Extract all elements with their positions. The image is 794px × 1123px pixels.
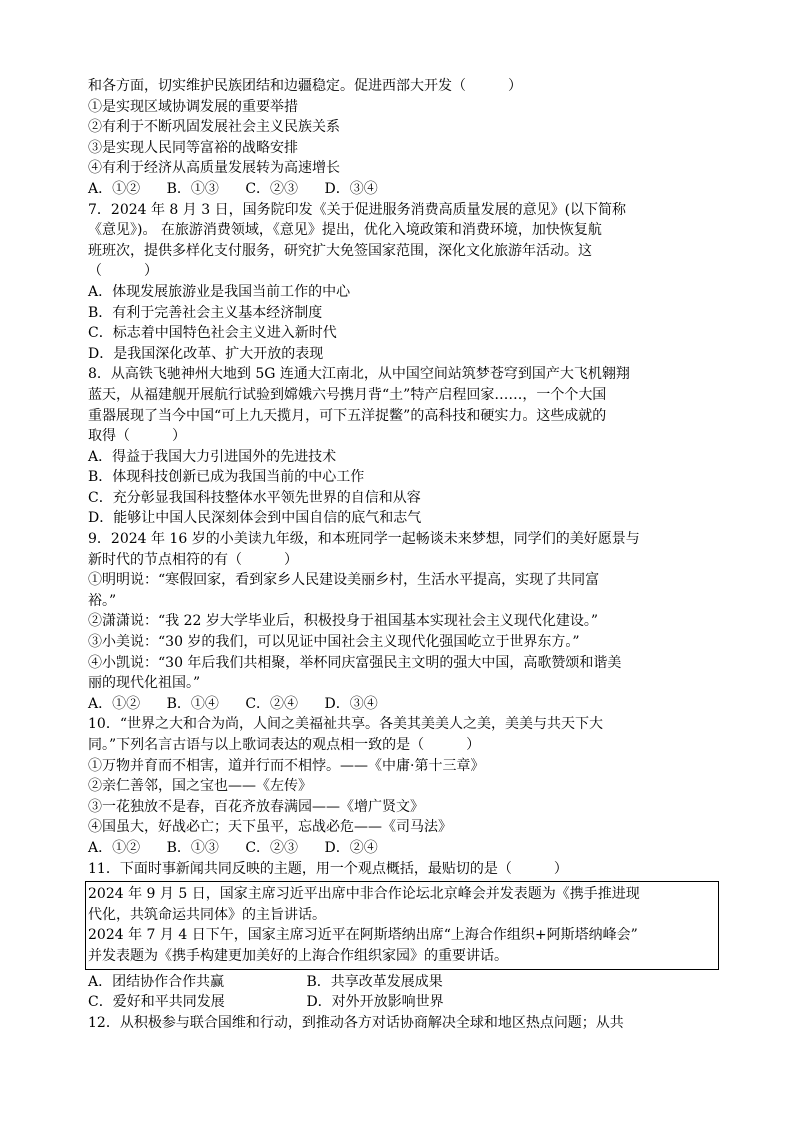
- question-7-option-c: C．标志着中国特色社会主义进入新时代: [88, 325, 337, 342]
- news-box-line-2: 代化，共筑命运共同体》的主旨讲话。: [88, 906, 326, 923]
- question-10-option-a: A．①②: [88, 839, 141, 856]
- question-8-option-b: B．体现科技创新已成为我国当前的中心工作: [88, 469, 365, 486]
- news-box-line-4: 并发表题为《携手构建更加美好的上海合作组织家园》的重要讲话。: [88, 947, 508, 964]
- question-9-item-line-3: ②潇潇说：“我 22 岁大学毕业后，积极投身于祖国基本实现社会主义现代化建设。”: [88, 613, 599, 630]
- question-9-item-line-6: 丽的现代化祖国。”: [88, 675, 201, 692]
- question-8-stem-line-3: 重器展现了当今中国“可上九天揽月，可下五洋捉鳖”的高科技和硬实力。这些成就的: [88, 407, 607, 424]
- question-8-option-a: A．得益于我国大力引进国外的先进技术: [88, 448, 337, 465]
- question-11-option-c: C．爱好和平共同发展: [88, 994, 225, 1011]
- question-7-option-a: A．体现发展旅游业是我国当前工作的中心: [88, 283, 351, 300]
- question-10-item-1: ①万物并育而不相害，道并行而不相悖。——《中庸·第十三章》: [88, 757, 485, 774]
- question-11-options-row-1: [88, 972, 714, 993]
- question-8-option-d: D．能够让中国人民深刻体会到中国自信的底气和志气: [88, 510, 422, 527]
- question-10-item-3: ③一花独放不是春，百花齐放春满园——《增广贤文》: [88, 798, 424, 815]
- news-box: [85, 881, 719, 969]
- question-9-item-line-4: ③小美说：“30 岁的我们，可以见证中国社会主义现代化强国屹立于世界东方。”: [88, 634, 580, 651]
- question-9-option-b: B．①④: [166, 695, 219, 712]
- question-12-stem: 12．从积极参与联合国维和行动，到推动各方对话协商解决全球和地区热点问题；从共: [88, 1014, 624, 1031]
- question-6-option-c: C．②③: [245, 180, 299, 197]
- question-12: [88, 1013, 714, 1034]
- question-6-option-d: D．③④: [324, 180, 378, 197]
- question-7-stem-line-3: 班班次，提供多样化支付服务，研究扩大免签国家范围，深化文化旅游年活动。这: [88, 242, 592, 259]
- question-9-item-line-1: ①明明说：“寒假回家，看到家乡人民建设美丽乡村，生活水平提高，实现了共同富: [88, 572, 600, 589]
- question-11-option-b: B．共享改革发展成果: [306, 973, 443, 990]
- question-9-item-line-5: ④小凯说：“30 年后我们共相聚，举杯同庆富强民主文明的强大中国，高歌赞颂和谐美: [88, 654, 622, 671]
- question-9-options: [88, 694, 714, 715]
- question-11: [88, 859, 714, 1013]
- question-6-item-1: ①是实现区域协调发展的重要举措: [88, 98, 298, 115]
- question-11-option-a: A．团结协作合作共赢: [88, 973, 225, 990]
- question-9-option-d: D．③④: [324, 695, 378, 712]
- question-6-options: [88, 179, 714, 200]
- question-7-stem-line-4: （ ）: [88, 263, 158, 280]
- page-content: [88, 76, 714, 1033]
- question-11-stem: 11．下面时事新闻共同反映的主题，用一个观点概括，最贴切的是（ ）: [88, 860, 568, 877]
- question-10-option-b: B．①③: [166, 839, 219, 856]
- question-6-item-2: ②有利于不断巩固发展社会主义民族关系: [88, 119, 340, 136]
- question-6-stem: 和各方面，切实维护民族团结和边疆稳定。促进西部大开发（ ）: [88, 78, 522, 94]
- question-7: [88, 200, 714, 365]
- question-7-stem-line-1: 7．2024 年 8 月 3 日，国务院印发《关于促进服务消费高质量发展的意见》(以下简称: [88, 201, 627, 218]
- question-11-option-d: D．对外开放影响世界: [306, 994, 444, 1011]
- question-10-options: [88, 838, 714, 859]
- question-8-stem-line-1: 8．从高铁飞驰神州大地到 5G 连通大江南北，从中国空间站筑梦苍穹到国产大飞机翱翔: [88, 366, 630, 383]
- question-6-item-3: ③是实现人民同等富裕的战略安排: [88, 139, 298, 156]
- question-10-option-c: C．②③: [245, 839, 299, 856]
- question-9-stem-line-1: 9．2024 年 16 岁的小美读九年级，和本班同学一起畅谈未来梦想，同学们的美好愿景与: [88, 531, 640, 548]
- question-8-stem-line-2: 蓝天，从福建舰开展航行试验到嫦娥六号携月背“土”特产启程回家……，一个个大国: [88, 386, 607, 403]
- question-10-option-d: D．②④: [324, 839, 378, 856]
- news-box-line-1: 2024 年 9 月 5 日，国家主席习近平出席中非合作论坛北京峰会并发表题为《携手推进现: [88, 886, 640, 903]
- question-6-option-a: A．①②: [88, 180, 141, 197]
- question-6-item-4: ④有利于经济从高质量发展转为高速增长: [88, 160, 340, 177]
- question-7-option-b: B．有利于完善社会主义基本经济制度: [88, 304, 323, 321]
- question-8-option-c: C．充分彰显我国科技整体水平领先世界的自信和从容: [88, 489, 421, 506]
- question-9-item-line-2: 裕。”: [88, 592, 117, 609]
- question-10: [88, 714, 714, 858]
- question-8-stem-line-4: 取得（ ）: [88, 428, 186, 445]
- question-9: [88, 529, 714, 714]
- question-6-option-b: B．①③: [166, 180, 219, 197]
- question-9-option-c: C．②④: [245, 695, 299, 712]
- question-10-stem-line-2: 同。”下列名言古语与以上歌词表达的观点相一致的是（ ）: [88, 737, 481, 753]
- question-7-option-d: D．是我国深化改革、扩大开放的表现: [88, 345, 324, 362]
- question-9-stem-line-2: 新时代的节点相符的有（ ）: [88, 551, 298, 568]
- question-7-stem-line-2: 《意见》)。 在旅游消费领域，《意见》提出，优化入境政策和消费环境，加快恢复航: [88, 222, 602, 239]
- question-6: [88, 76, 714, 200]
- question-8: [88, 364, 714, 529]
- question-11-options-row-2: [88, 992, 714, 1013]
- news-box-line-3: 2024 年 7 月 4 日下午，国家主席习近平在阿斯塔纳出席“上海合作组织+阿斯塔纳峰会”: [88, 927, 638, 944]
- question-10-stem-line-1: 10．“世界之大和合为尚，人间之美福祉共享。各美其美美人之美，美美与共天下大: [88, 716, 603, 733]
- question-9-option-a: A．①②: [88, 695, 141, 712]
- question-10-item-4: ④国虽大，好战必亡；天下虽平，忘战必危——《司马法》: [88, 819, 452, 836]
- question-10-item-2: ②亲仁善邻，国之宝也——《左传》: [88, 778, 312, 795]
